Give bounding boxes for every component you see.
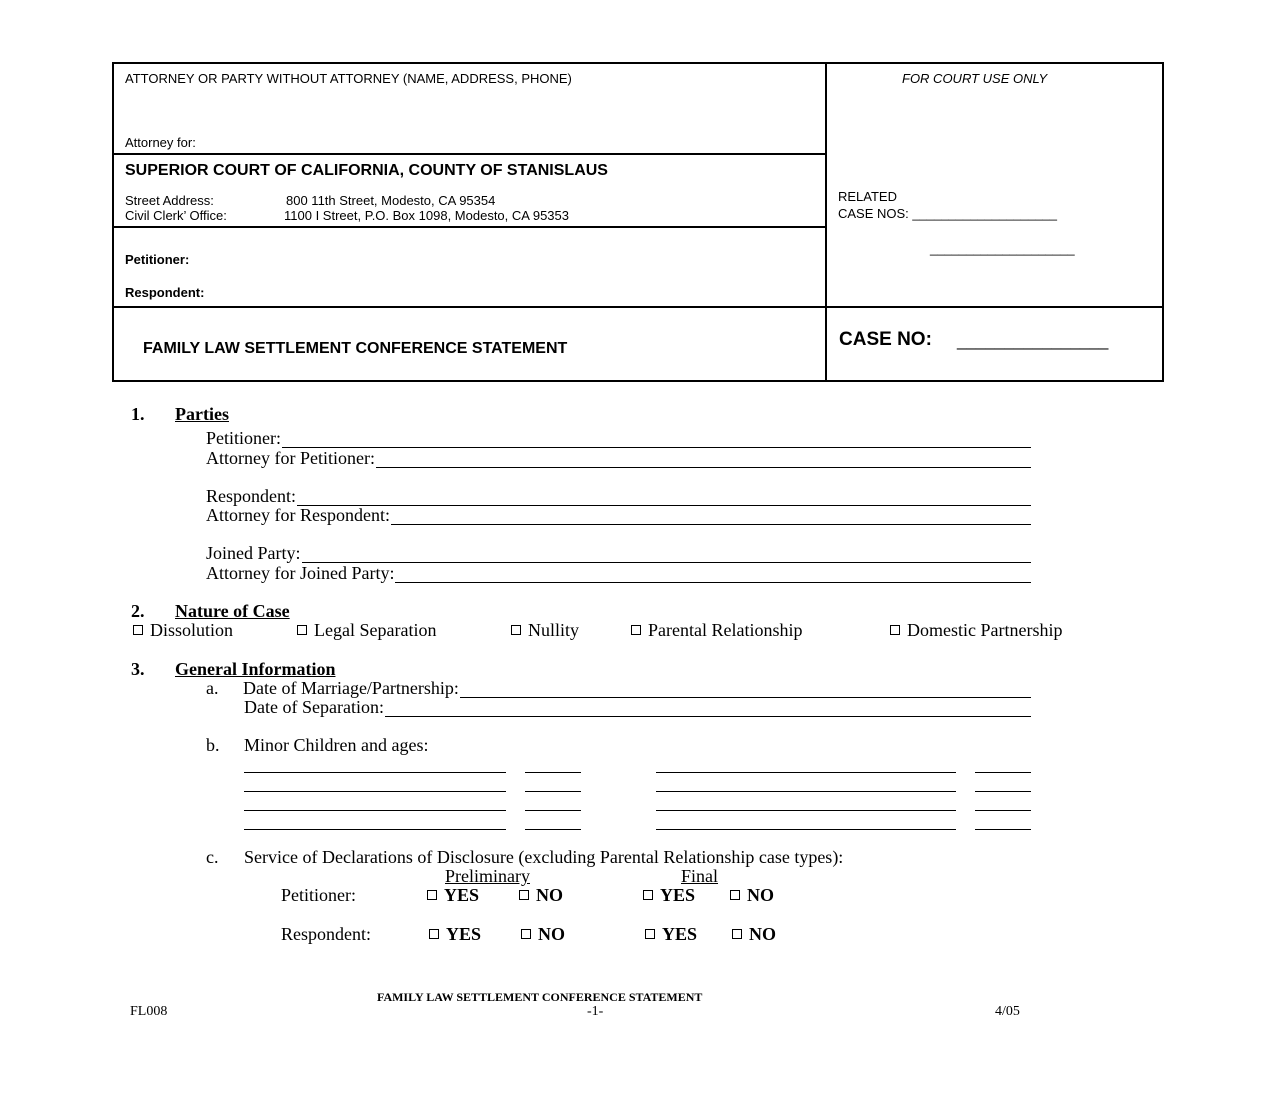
case-no-label: CASE NO: [839, 329, 932, 350]
checkbox[interactable] [427, 890, 437, 900]
checkbox[interactable] [732, 929, 742, 939]
footer-title: FAMILY LAW SETTLEMENT CONFERENCE STATEMENT [377, 990, 703, 1004]
child-name-line[interactable] [244, 791, 506, 792]
court-name: SUPERIOR COURT OF CALIFORNIA, COUNTY OF STANISLAUS [125, 162, 608, 179]
child-age-line[interactable] [525, 829, 581, 830]
attorney-joined-field[interactable] [206, 563, 1031, 583]
child-age-line[interactable] [975, 829, 1031, 830]
yes-label: YES [662, 924, 698, 944]
street-address-value: 800 11th Street, Modesto, CA 95354 [286, 193, 496, 208]
petitioner-final-yes[interactable] [643, 885, 695, 906]
date-of-separation-input-line[interactable] [385, 700, 1031, 717]
header-petitioner-label: Petitioner: [125, 252, 190, 267]
child-name-line[interactable] [244, 810, 506, 811]
yes-label: YES [446, 924, 482, 944]
option-label: Nullity [528, 620, 580, 640]
option-label: Legal Separation [314, 620, 437, 640]
attorney-respondent-label: Attorney for Respondent: [206, 505, 390, 525]
respondent-field[interactable] [206, 486, 1031, 506]
respondent-preliminary-yes[interactable] [429, 924, 481, 945]
header-divider [114, 153, 825, 155]
attorney-joined-input-line[interactable] [395, 566, 1031, 583]
section-1-number: 1. [131, 404, 145, 424]
form-title: FAMILY LAW SETTLEMENT CONFERENCE STATEMENT [143, 340, 568, 357]
checkbox[interactable] [511, 625, 521, 635]
final-column-heading: Final [681, 866, 719, 886]
item-a-label: a. [206, 678, 219, 698]
child-name-line[interactable] [656, 810, 956, 811]
attorney-joined-label: Attorney for Joined Party: [206, 563, 395, 583]
option-domestic-partnership[interactable] [890, 620, 1062, 641]
option-dissolution[interactable] [133, 620, 233, 641]
respondent-final-yes[interactable] [645, 924, 697, 945]
child-name-line[interactable] [244, 829, 506, 830]
service-petitioner-label: Petitioner: [281, 885, 356, 905]
header-divider [114, 226, 825, 228]
checkbox[interactable] [519, 890, 529, 900]
header-divider [114, 306, 1162, 308]
yes-label: YES [444, 885, 480, 905]
no-label: NO [747, 885, 774, 905]
preliminary-column-heading: Preliminary [445, 866, 530, 886]
child-name-line[interactable] [656, 829, 956, 830]
yes-label: YES [660, 885, 696, 905]
service-disclosure-label: Service of Declarations of Disclosure (excluding Parental Relationship case types): [244, 847, 844, 867]
option-label: Parental Relationship [648, 620, 803, 640]
petitioner-input-line[interactable] [282, 431, 1031, 448]
street-address-label: Street Address: [125, 193, 214, 208]
child-age-line[interactable] [975, 810, 1031, 811]
child-name-line[interactable] [656, 791, 956, 792]
related-label: RELATED [838, 189, 897, 204]
header-divider-vertical [825, 64, 827, 380]
checkbox[interactable] [521, 929, 531, 939]
respondent-preliminary-no[interactable] [521, 924, 565, 945]
checkbox[interactable] [730, 890, 740, 900]
option-label: Domestic Partnership [907, 620, 1063, 640]
minor-children-label: Minor Children and ages: [244, 735, 429, 755]
attorney-petitioner-input-line[interactable] [376, 451, 1031, 468]
child-age-line[interactable] [525, 810, 581, 811]
joined-party-field[interactable] [206, 543, 1031, 563]
date-of-separation-field[interactable] [244, 697, 1031, 717]
petitioner-final-no[interactable] [730, 885, 774, 906]
respondent-label: Respondent: [206, 486, 296, 506]
date-of-marriage-field[interactable] [243, 678, 1031, 698]
child-name-line[interactable] [656, 772, 956, 773]
joined-party-label: Joined Party: [206, 543, 301, 563]
respondent-final-no[interactable] [732, 924, 776, 945]
court-use-label: FOR COURT USE ONLY [902, 71, 1048, 86]
date-of-marriage-label: Date of Marriage/Partnership: [243, 678, 459, 698]
attorney-petitioner-field[interactable] [206, 448, 1031, 468]
joined-party-input-line[interactable] [302, 546, 1032, 563]
petitioner-preliminary-no[interactable] [519, 885, 563, 906]
option-legal-separation[interactable] [297, 620, 436, 641]
clerk-office-label: Civil Clerk’ Office: [125, 208, 227, 223]
section-2-number: 2. [131, 601, 145, 621]
checkbox[interactable] [643, 890, 653, 900]
related-case-nos[interactable]: CASE NOS: ____________________ [838, 206, 1058, 221]
option-label: Dissolution [150, 620, 234, 640]
petitioner-label: Petitioner: [206, 428, 281, 448]
service-respondent-label: Respondent: [281, 924, 371, 944]
checkbox[interactable] [890, 625, 900, 635]
date-of-marriage-input-line[interactable] [460, 681, 1031, 698]
date-of-separation-label: Date of Separation: [244, 697, 384, 717]
footer-form-id: FL008 [130, 1004, 168, 1019]
checkbox[interactable] [631, 625, 641, 635]
petitioner-field[interactable] [206, 428, 1031, 448]
child-age-line[interactable] [975, 791, 1031, 792]
footer-revision-date: 4/05 [995, 1004, 1020, 1019]
child-age-line[interactable] [525, 791, 581, 792]
no-label: NO [536, 885, 563, 905]
checkbox[interactable] [133, 625, 143, 635]
case-no-field[interactable]: ________________ [957, 331, 1109, 350]
section-1-heading: Parties [175, 404, 229, 424]
attorney-petitioner-label: Attorney for Petitioner: [206, 448, 375, 468]
section-2-heading: Nature of Case [175, 601, 290, 621]
header-respondent-label: Respondent: [125, 285, 205, 300]
attorney-respondent-input-line[interactable] [391, 508, 1031, 525]
item-c-label: c. [206, 847, 219, 867]
checkbox[interactable] [297, 625, 307, 635]
section-3-number: 3. [131, 659, 145, 679]
attorney-for-label: Attorney for: [125, 135, 196, 150]
child-name-line[interactable] [244, 772, 506, 773]
option-parental-relationship[interactable] [631, 620, 802, 641]
related-case-nos-line-2[interactable]: ____________________ [930, 241, 1075, 256]
child-age-line[interactable] [525, 772, 581, 773]
attorney-label: ATTORNEY OR PARTY WITHOUT ATTORNEY (NAME, ADDRESS, PHONE) [125, 71, 572, 86]
clerk-office-value: 1100 I Street, P.O. Box 1098, Modesto, CA 95353 [284, 208, 569, 223]
item-b-label: b. [206, 735, 220, 755]
respondent-input-line[interactable] [297, 489, 1031, 506]
footer-page-number: -1- [587, 1004, 604, 1019]
no-label: NO [749, 924, 776, 944]
checkbox[interactable] [429, 929, 439, 939]
child-age-line[interactable] [975, 772, 1031, 773]
section-3-heading: General Information [175, 659, 336, 679]
petitioner-preliminary-yes[interactable] [427, 885, 479, 906]
option-nullity[interactable] [511, 620, 579, 641]
attorney-respondent-field[interactable] [206, 505, 1031, 525]
no-label: NO [538, 924, 565, 944]
checkbox[interactable] [645, 929, 655, 939]
caption-header [112, 62, 1164, 382]
